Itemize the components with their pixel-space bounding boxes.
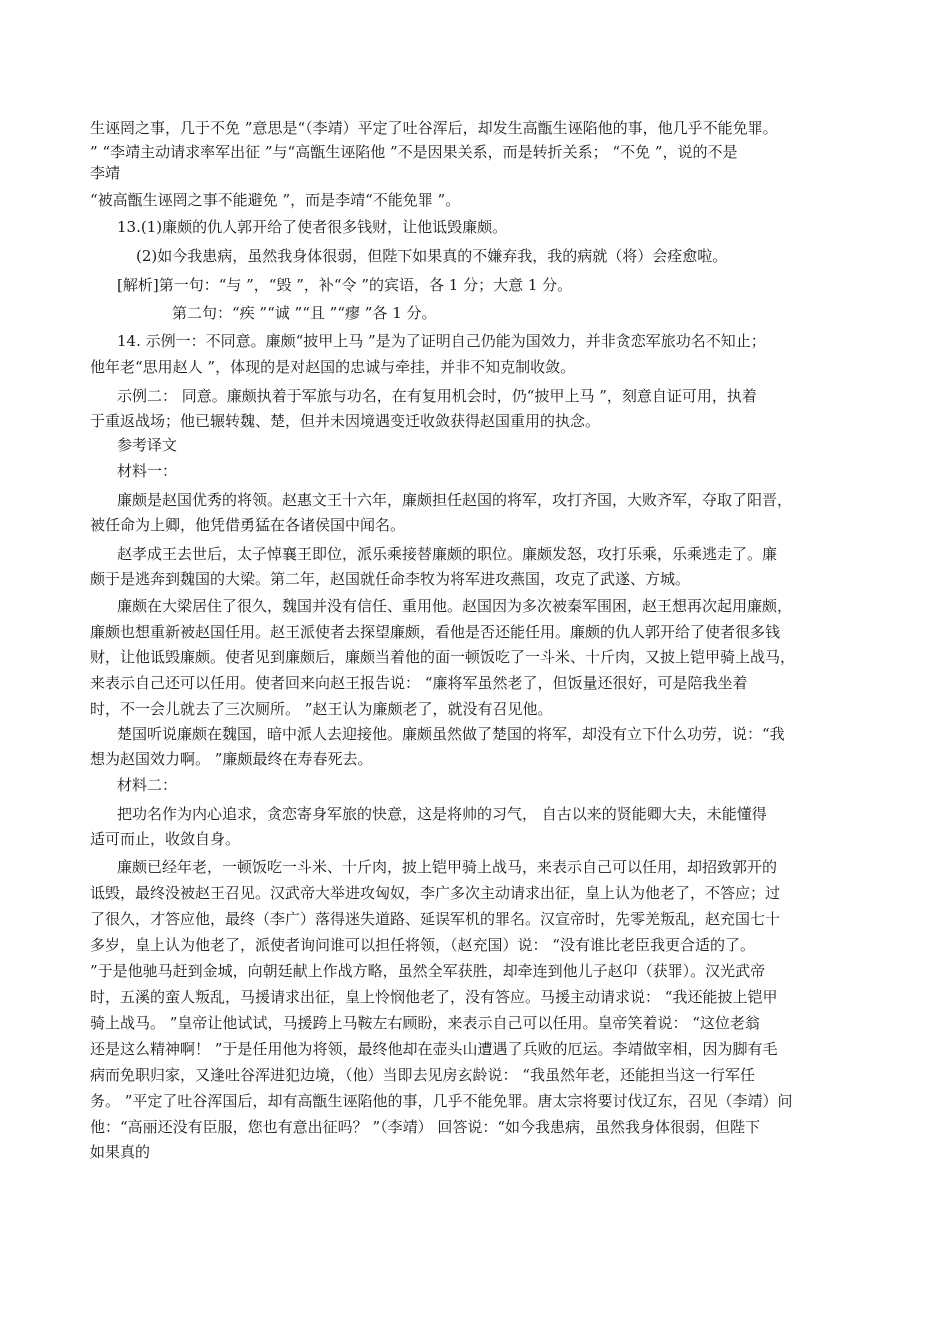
answer-14-example-2: 示例二： 同意。廉颇执着于军旅与功名，在有复用机会时，仍“披甲上马 ”，刻意自证可用，执着 [117, 387, 757, 405]
analysis-line: [解析]第一句：“与 ”，“毁 ”，补“令 ”的宾语，各 1 分；大意 1 分。 [117, 276, 573, 294]
section-heading: 参考译文 [117, 436, 178, 454]
text-line: ” “李靖主动请求率军出征 ”与“高甑生诬陷他 ”不是因果关系，而是转折关系； “不免 ”，说的不是 [90, 143, 738, 161]
text-line: “被高甑生诬罔之事不能避免 ”，而是李靖“不能免罪 ”。 [90, 191, 461, 209]
paragraph-line: 廉颇在大梁居住了很久，魏国并没有信任、重用他。赵国因为多次被秦军围困，赵王想再次起用廉颇， [117, 597, 793, 615]
text-line: 了很久，才答应他，最终（李广）落得迷失道路、延误军机的罪名。汉宣帝时，先零羌叛乱，赵充国七十 [90, 910, 781, 928]
text-line: 于重返战场；他已辗转魏、楚，但并未因境遇变迁收敛获得赵国重用的执念。 [90, 412, 601, 430]
text-line: 适可而止，收敛自身。 [90, 830, 241, 848]
text-line: 务。 ”平定了吐谷浑国后，却有高甑生诬陷他的事，几乎不能免罪。唐太宗将要讨伐辽东，召见（李靖）问 [90, 1092, 793, 1110]
text-line: 想为赵国效力啊。 ”廉颇最终在寿春死去。 [90, 750, 373, 768]
analysis-line: 第二句：“疾 ”“诚 ”“且 ”“瘳 ”各 1 分。 [172, 304, 437, 322]
section-heading: 材料一： [117, 462, 178, 480]
text-line: 他：“高丽还没有臣服，您也有意出征吗？ ”（李靖） 回答说：“如今我患病，虽然我身体很弱，但陛下 [90, 1118, 761, 1136]
text-line: 颇于是逃奔到魏国的大梁。第二年，赵国就任命李牧为将军进攻燕国，攻克了武遂、方城。 [90, 570, 691, 588]
answer-13-1: 13.(1)廉颇的仇人郭开给了使者很多钱财，让他诋毁廉颇。 [117, 218, 508, 236]
text-line: 时，五溪的蛮人叛乱，马援请求出征，皇上怜悯他老了，没有答应。马援主动请求说： “我还能披上铠甲 [90, 988, 778, 1006]
section-heading: 材料二： [117, 776, 178, 794]
paragraph-line: 楚国听说廉颇在魏国，暗中派人去迎接他。廉颇虽然做了楚国的将军，却没有立下什么功劳，说：“我 [117, 725, 785, 743]
text-line: 来表示自己还可以任用。使者回来向赵王报告说： “廉将军虽然老了，但饭量还很好，可是陪我坐着 [90, 674, 748, 692]
text-line: ”于是他驰马赶到金城，向朝廷献上作战方略，虽然全军获胜，却牵连到他儿子赵卬（获罪）。汉光武帝 [90, 962, 766, 980]
text-line: 时，不一会儿就去了三次厕所。 ”赵王认为廉颇老了，就没有召见他。 [90, 700, 553, 718]
text-line: 诋毁，最终没被赵王召见。汉武帝大举进攻匈奴，李广多次主动请求出征，皇上认为他老了，不答应；过 [90, 884, 781, 902]
text-line: 被任命为上卿，他凭借勇猛在各诸侯国中闻名。 [90, 516, 406, 534]
paragraph-line: 廉颇已经年老，一顿饭吃一斗米、十斤肉，披上铠甲骑上战马，来表示自己可以任用，却招致郭开的 [117, 858, 778, 876]
text-line: 多岁，皇上认为他老了，派使者询问谁可以担任将领，（赵充国）说： “没有谁比老臣我更合适的了。 [90, 936, 755, 954]
text-line: 骑上战马。 ”皇帝让他试试，马援跨上马鞍左右顾盼，来表示自己可以任用。皇帝笑着说： “这位老翁 [90, 1014, 760, 1032]
paragraph-line: 把功名作为内心追求，贪恋寄身军旅的快意，这是将帅的习气， 自古以来的贤能卿大夫，未能懂得 [117, 805, 767, 823]
text-line: 财，让他诋毁廉颇。使者见到廉颇后，廉颇当着他的面一顿饭吃了一斗米、十斤肉，又披上铠甲骑上战马， [90, 648, 796, 666]
text-line: 李靖 [90, 164, 121, 182]
paragraph-line: 赵孝成王去世后，太子悼襄王即位，派乐乘接替廉颇的职位。廉颇发怒，攻打乐乘，乐乘逃走了。廉 [117, 545, 778, 563]
text-line: 还是这么精神啊！ ”于是任用他为将领，最终他却在壶头山遭遇了兵败的厄运。李靖做宰相，因为脚有毛 [90, 1040, 778, 1058]
answer-14: 14. 示例一：不同意。廉颇“披甲上马 ”是为了证明自己仍能为国效力，并非贪恋军旅功名不知止； [117, 332, 766, 350]
text-line: 如果真的 [90, 1143, 151, 1161]
answer-13-2: (2)如今我患病，虽然我身体很弱，但陛下如果真的不嫌弃我，我的病就（将）会痊愈啦。 [136, 247, 728, 265]
text-line: 廉颇也想重新被赵国任用。赵王派使者去探望廉颇，看他是否还能任用。廉颇的仇人郭开给了使者很多钱 [90, 623, 781, 641]
paragraph-line: 廉颇是赵国优秀的将领。赵惠文王十六年，廉颇担任赵国的将军，攻打齐国，大败齐军，夺取了阳晋， [117, 491, 793, 509]
text-line: 生诬罔之事，几于不免 ”意思是“（李靖）平定了吐谷浑后，却发生高甑生诬陷他的事，他几乎不能免罪。 [90, 119, 778, 137]
text-line: 病而免职归家，又逢吐谷浑进犯边境，（他）当即去见房玄龄说： “我虽然年老，还能担当这一行军任 [90, 1066, 755, 1084]
text-line: 他年老“思用赵人 ”，体现的是对赵国的忠诚与牵挂，并非不知克制收敛。 [90, 358, 576, 376]
